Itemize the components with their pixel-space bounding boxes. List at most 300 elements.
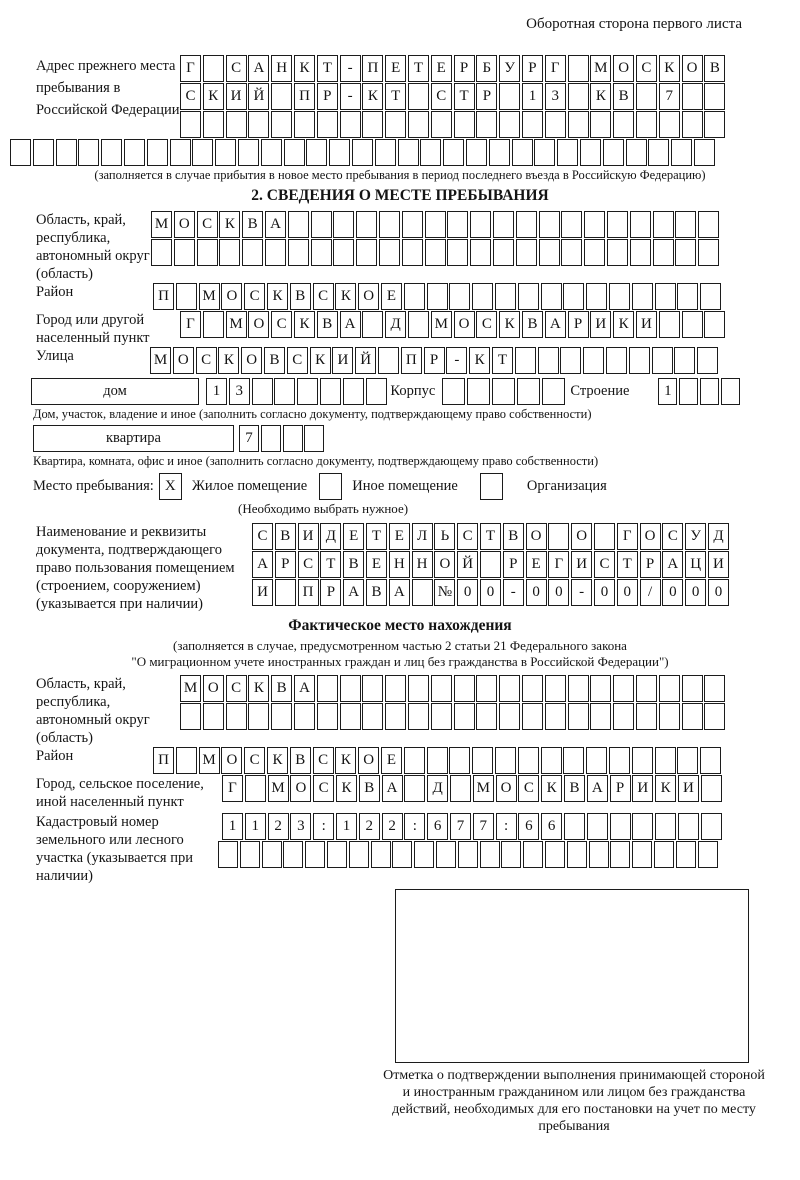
char-cell[interactable] bbox=[305, 841, 325, 868]
char-cell[interactable] bbox=[563, 283, 584, 310]
char-cell[interactable] bbox=[404, 775, 425, 802]
char-cell[interactable] bbox=[392, 841, 412, 868]
char-cell[interactable] bbox=[512, 139, 533, 166]
char-cell[interactable] bbox=[379, 239, 400, 266]
char-cell[interactable]: - bbox=[446, 347, 467, 374]
char-cell[interactable] bbox=[425, 239, 446, 266]
char-cell[interactable] bbox=[679, 378, 698, 405]
char-cell[interactable] bbox=[629, 347, 650, 374]
street-row[interactable] bbox=[150, 347, 720, 374]
char-cell[interactable] bbox=[675, 239, 696, 266]
char-cell[interactable] bbox=[402, 211, 423, 238]
char-cell[interactable] bbox=[545, 841, 565, 868]
char-cell[interactable]: Г bbox=[617, 523, 638, 550]
char-cell[interactable]: 0 bbox=[548, 579, 569, 606]
char-cell[interactable]: О bbox=[613, 55, 634, 82]
char-cell[interactable] bbox=[147, 139, 168, 166]
char-cell[interactable]: М bbox=[150, 347, 171, 374]
char-cell[interactable] bbox=[174, 239, 195, 266]
char-cell[interactable]: Р bbox=[424, 347, 445, 374]
char-cell[interactable]: А bbox=[587, 775, 608, 802]
char-cell[interactable] bbox=[362, 111, 383, 138]
char-cell[interactable] bbox=[516, 211, 537, 238]
char-cell[interactable] bbox=[472, 283, 493, 310]
char-cell[interactable] bbox=[420, 139, 441, 166]
char-cell[interactable]: В bbox=[317, 311, 338, 338]
char-cell[interactable] bbox=[288, 211, 309, 238]
char-cell[interactable]: О bbox=[173, 347, 194, 374]
char-cell[interactable]: В bbox=[366, 579, 387, 606]
char-cell[interactable] bbox=[587, 813, 608, 840]
char-cell[interactable]: К bbox=[655, 775, 676, 802]
char-cell[interactable] bbox=[311, 239, 332, 266]
char-cell[interactable] bbox=[557, 139, 578, 166]
char-cell[interactable]: Р bbox=[320, 579, 341, 606]
char-cell[interactable] bbox=[458, 841, 478, 868]
checkbox-residential[interactable]: X bbox=[159, 473, 182, 500]
checkbox-organization[interactable] bbox=[480, 473, 503, 500]
actual-region-row-1[interactable] bbox=[180, 675, 727, 702]
char-cell[interactable] bbox=[356, 211, 377, 238]
char-cell[interactable] bbox=[242, 239, 263, 266]
char-cell[interactable] bbox=[493, 239, 514, 266]
char-cell[interactable] bbox=[499, 111, 520, 138]
char-cell[interactable]: 2 bbox=[359, 813, 380, 840]
char-cell[interactable] bbox=[610, 813, 631, 840]
char-cell[interactable] bbox=[518, 283, 539, 310]
char-cell[interactable] bbox=[170, 139, 191, 166]
char-cell[interactable]: О bbox=[174, 211, 195, 238]
char-cell[interactable]: С bbox=[431, 83, 452, 110]
char-cell[interactable]: К bbox=[335, 283, 356, 310]
char-cell[interactable]: 0 bbox=[594, 579, 615, 606]
char-cell[interactable]: Е bbox=[381, 747, 402, 774]
char-cell[interactable] bbox=[516, 239, 537, 266]
char-cell[interactable] bbox=[10, 139, 31, 166]
char-cell[interactable]: Т bbox=[320, 551, 341, 578]
char-cell[interactable]: И bbox=[252, 579, 273, 606]
char-cell[interactable]: 1 bbox=[222, 813, 243, 840]
char-cell[interactable] bbox=[518, 747, 539, 774]
char-cell[interactable]: С bbox=[313, 775, 334, 802]
char-cell[interactable]: С bbox=[662, 523, 683, 550]
char-cell[interactable]: В bbox=[613, 83, 634, 110]
char-cell[interactable]: М bbox=[199, 747, 220, 774]
char-cell[interactable] bbox=[698, 239, 719, 266]
char-cell[interactable]: С bbox=[244, 283, 265, 310]
char-cell[interactable]: 1 bbox=[522, 83, 543, 110]
char-cell[interactable] bbox=[404, 747, 425, 774]
char-cell[interactable]: Б bbox=[476, 55, 497, 82]
char-cell[interactable]: С bbox=[244, 747, 265, 774]
char-cell[interactable] bbox=[489, 139, 510, 166]
char-cell[interactable] bbox=[271, 111, 292, 138]
char-cell[interactable] bbox=[317, 111, 338, 138]
char-cell[interactable] bbox=[454, 111, 475, 138]
char-cell[interactable] bbox=[671, 139, 692, 166]
char-cell[interactable] bbox=[362, 311, 383, 338]
char-cell[interactable] bbox=[545, 675, 566, 702]
char-cell[interactable]: А bbox=[340, 311, 361, 338]
char-cell[interactable] bbox=[436, 841, 456, 868]
char-cell[interactable]: С bbox=[313, 747, 334, 774]
char-cell[interactable]: П bbox=[153, 747, 174, 774]
house-number-cells[interactable] bbox=[206, 378, 388, 405]
char-cell[interactable]: Т bbox=[366, 523, 387, 550]
char-cell[interactable] bbox=[297, 378, 318, 405]
char-cell[interactable] bbox=[240, 841, 260, 868]
char-cell[interactable] bbox=[704, 111, 725, 138]
stroenie-cells[interactable] bbox=[658, 378, 741, 405]
char-cell[interactable] bbox=[203, 55, 224, 82]
char-cell[interactable]: О bbox=[241, 347, 262, 374]
char-cell[interactable] bbox=[568, 55, 589, 82]
char-cell[interactable] bbox=[317, 675, 338, 702]
actual-region-row-2[interactable] bbox=[180, 703, 727, 730]
char-cell[interactable] bbox=[192, 139, 213, 166]
char-cell[interactable] bbox=[561, 239, 582, 266]
actual-city-row[interactable] bbox=[222, 775, 724, 802]
char-cell[interactable]: Г bbox=[545, 55, 566, 82]
char-cell[interactable] bbox=[495, 747, 516, 774]
char-cell[interactable]: С bbox=[271, 311, 292, 338]
char-cell[interactable]: С bbox=[197, 211, 218, 238]
char-cell[interactable]: К bbox=[659, 55, 680, 82]
char-cell[interactable]: Р bbox=[568, 311, 589, 338]
cadastre-row-2[interactable] bbox=[218, 841, 724, 868]
char-cell[interactable]: С bbox=[252, 523, 273, 550]
char-cell[interactable] bbox=[215, 139, 236, 166]
char-cell[interactable] bbox=[678, 813, 699, 840]
char-cell[interactable] bbox=[101, 139, 122, 166]
char-cell[interactable]: Р bbox=[610, 775, 631, 802]
char-cell[interactable] bbox=[385, 111, 406, 138]
char-cell[interactable]: Р bbox=[503, 551, 524, 578]
char-cell[interactable] bbox=[700, 378, 719, 405]
char-cell[interactable] bbox=[261, 425, 281, 452]
char-cell[interactable] bbox=[704, 311, 725, 338]
char-cell[interactable] bbox=[674, 347, 695, 374]
char-cell[interactable] bbox=[698, 211, 719, 238]
char-cell[interactable]: А bbox=[343, 579, 364, 606]
char-cell[interactable] bbox=[655, 747, 676, 774]
char-cell[interactable]: И bbox=[708, 551, 729, 578]
char-cell[interactable] bbox=[476, 111, 497, 138]
char-cell[interactable] bbox=[261, 139, 282, 166]
char-cell[interactable]: Р bbox=[522, 55, 543, 82]
char-cell[interactable]: К bbox=[613, 311, 634, 338]
char-cell[interactable] bbox=[613, 111, 634, 138]
char-cell[interactable] bbox=[431, 675, 452, 702]
char-cell[interactable] bbox=[675, 211, 696, 238]
char-cell[interactable] bbox=[704, 83, 725, 110]
char-cell[interactable] bbox=[499, 675, 520, 702]
city-row[interactable] bbox=[180, 311, 727, 338]
char-cell[interactable]: К bbox=[590, 83, 611, 110]
char-cell[interactable] bbox=[472, 747, 493, 774]
char-cell[interactable]: - bbox=[340, 83, 361, 110]
char-cell[interactable] bbox=[539, 239, 560, 266]
char-cell[interactable] bbox=[306, 139, 327, 166]
char-cell[interactable] bbox=[333, 239, 354, 266]
char-cell[interactable]: Й bbox=[355, 347, 376, 374]
char-cell[interactable]: И bbox=[632, 775, 653, 802]
char-cell[interactable]: Е bbox=[526, 551, 547, 578]
char-cell[interactable] bbox=[203, 111, 224, 138]
char-cell[interactable] bbox=[560, 347, 581, 374]
char-cell[interactable] bbox=[447, 239, 468, 266]
char-cell[interactable] bbox=[568, 675, 589, 702]
char-cell[interactable]: С bbox=[287, 347, 308, 374]
char-cell[interactable]: И bbox=[298, 523, 319, 550]
char-cell[interactable]: К bbox=[267, 283, 288, 310]
char-cell[interactable]: Д bbox=[708, 523, 729, 550]
char-cell[interactable]: М bbox=[180, 675, 201, 702]
char-cell[interactable]: 7 bbox=[239, 425, 259, 452]
char-cell[interactable] bbox=[676, 841, 696, 868]
char-cell[interactable] bbox=[542, 378, 565, 405]
char-cell[interactable]: М bbox=[199, 283, 220, 310]
char-cell[interactable] bbox=[632, 283, 653, 310]
char-cell[interactable]: С bbox=[196, 347, 217, 374]
char-cell[interactable] bbox=[610, 841, 630, 868]
apartment-cells[interactable] bbox=[239, 425, 326, 452]
char-cell[interactable]: К bbox=[335, 747, 356, 774]
char-cell[interactable]: 1 bbox=[245, 813, 266, 840]
char-cell[interactable] bbox=[304, 425, 324, 452]
prev-address-row-1[interactable] bbox=[180, 55, 727, 82]
char-cell[interactable] bbox=[176, 283, 197, 310]
char-cell[interactable]: К bbox=[294, 55, 315, 82]
char-cell[interactable] bbox=[701, 775, 722, 802]
char-cell[interactable] bbox=[226, 111, 247, 138]
char-cell[interactable] bbox=[499, 83, 520, 110]
char-cell[interactable] bbox=[613, 675, 634, 702]
char-cell[interactable] bbox=[379, 211, 400, 238]
char-cell[interactable] bbox=[480, 551, 501, 578]
char-cell[interactable] bbox=[288, 239, 309, 266]
char-cell[interactable]: А bbox=[389, 579, 410, 606]
char-cell[interactable]: К bbox=[218, 347, 239, 374]
char-cell[interactable]: 0 bbox=[662, 579, 683, 606]
char-cell[interactable] bbox=[340, 703, 361, 730]
char-cell[interactable]: С bbox=[594, 551, 615, 578]
char-cell[interactable] bbox=[333, 211, 354, 238]
char-cell[interactable] bbox=[501, 841, 521, 868]
char-cell[interactable] bbox=[404, 283, 425, 310]
char-cell[interactable]: Е bbox=[385, 55, 406, 82]
char-cell[interactable]: Н bbox=[271, 55, 292, 82]
char-cell[interactable]: К bbox=[310, 347, 331, 374]
document-row-3[interactable] bbox=[252, 579, 731, 606]
char-cell[interactable]: В bbox=[264, 347, 285, 374]
char-cell[interactable]: М bbox=[473, 775, 494, 802]
char-cell[interactable] bbox=[541, 747, 562, 774]
char-cell[interactable] bbox=[398, 139, 419, 166]
char-cell[interactable]: Н bbox=[389, 551, 410, 578]
char-cell[interactable]: Е bbox=[381, 283, 402, 310]
char-cell[interactable]: Й bbox=[248, 83, 269, 110]
char-cell[interactable] bbox=[541, 283, 562, 310]
char-cell[interactable] bbox=[677, 747, 698, 774]
char-cell[interactable] bbox=[648, 139, 669, 166]
char-cell[interactable] bbox=[603, 139, 624, 166]
char-cell[interactable]: : bbox=[404, 813, 425, 840]
char-cell[interactable]: 6 bbox=[541, 813, 562, 840]
char-cell[interactable] bbox=[408, 675, 429, 702]
char-cell[interactable] bbox=[427, 283, 448, 310]
char-cell[interactable]: - bbox=[340, 55, 361, 82]
char-cell[interactable] bbox=[408, 703, 429, 730]
char-cell[interactable]: Г bbox=[548, 551, 569, 578]
char-cell[interactable] bbox=[694, 139, 715, 166]
char-cell[interactable]: О bbox=[221, 747, 242, 774]
char-cell[interactable]: Т bbox=[480, 523, 501, 550]
char-cell[interactable] bbox=[545, 111, 566, 138]
char-cell[interactable]: К bbox=[294, 311, 315, 338]
char-cell[interactable]: В bbox=[503, 523, 524, 550]
char-cell[interactable]: М bbox=[431, 311, 452, 338]
char-cell[interactable]: 2 bbox=[382, 813, 403, 840]
char-cell[interactable]: : bbox=[313, 813, 334, 840]
char-cell[interactable] bbox=[652, 347, 673, 374]
cadastre-row-1[interactable] bbox=[222, 813, 724, 840]
char-cell[interactable]: : bbox=[496, 813, 517, 840]
char-cell[interactable]: С bbox=[476, 311, 497, 338]
char-cell[interactable] bbox=[408, 83, 429, 110]
char-cell[interactable]: В bbox=[343, 551, 364, 578]
char-cell[interactable] bbox=[284, 139, 305, 166]
char-cell[interactable] bbox=[238, 139, 259, 166]
char-cell[interactable]: Д bbox=[427, 775, 448, 802]
char-cell[interactable] bbox=[609, 747, 630, 774]
char-cell[interactable] bbox=[311, 211, 332, 238]
char-cell[interactable]: Т bbox=[408, 55, 429, 82]
char-cell[interactable] bbox=[78, 139, 99, 166]
char-cell[interactable] bbox=[265, 239, 286, 266]
char-cell[interactable]: Е bbox=[389, 523, 410, 550]
char-cell[interactable] bbox=[697, 347, 718, 374]
char-cell[interactable] bbox=[275, 579, 296, 606]
char-cell[interactable] bbox=[655, 813, 676, 840]
char-cell[interactable]: - bbox=[571, 579, 592, 606]
char-cell[interactable]: Е bbox=[431, 55, 452, 82]
char-cell[interactable] bbox=[340, 111, 361, 138]
char-cell[interactable]: П bbox=[153, 283, 174, 310]
char-cell[interactable] bbox=[700, 283, 721, 310]
char-cell[interactable] bbox=[262, 841, 282, 868]
char-cell[interactable] bbox=[659, 703, 680, 730]
char-cell[interactable] bbox=[476, 703, 497, 730]
char-cell[interactable]: В bbox=[564, 775, 585, 802]
char-cell[interactable] bbox=[449, 283, 470, 310]
char-cell[interactable]: С bbox=[313, 283, 334, 310]
char-cell[interactable]: С bbox=[226, 675, 247, 702]
char-cell[interactable] bbox=[470, 211, 491, 238]
char-cell[interactable] bbox=[515, 347, 536, 374]
char-cell[interactable]: И bbox=[590, 311, 611, 338]
char-cell[interactable]: 6 bbox=[427, 813, 448, 840]
char-cell[interactable]: 0 bbox=[685, 579, 706, 606]
char-cell[interactable]: 2 bbox=[268, 813, 289, 840]
char-cell[interactable] bbox=[636, 675, 657, 702]
char-cell[interactable]: Т bbox=[492, 347, 513, 374]
char-cell[interactable]: К bbox=[267, 747, 288, 774]
char-cell[interactable]: А bbox=[252, 551, 273, 578]
char-cell[interactable] bbox=[548, 523, 569, 550]
char-cell[interactable]: Л bbox=[412, 523, 433, 550]
char-cell[interactable] bbox=[197, 239, 218, 266]
char-cell[interactable] bbox=[626, 139, 647, 166]
char-cell[interactable] bbox=[466, 139, 487, 166]
char-cell[interactable] bbox=[589, 841, 609, 868]
char-cell[interactable]: В bbox=[242, 211, 263, 238]
char-cell[interactable]: 0 bbox=[480, 579, 501, 606]
char-cell[interactable] bbox=[449, 747, 470, 774]
char-cell[interactable]: 3 bbox=[545, 83, 566, 110]
char-cell[interactable] bbox=[630, 239, 651, 266]
char-cell[interactable] bbox=[412, 579, 433, 606]
char-cell[interactable] bbox=[682, 111, 703, 138]
char-cell[interactable] bbox=[492, 378, 515, 405]
char-cell[interactable]: О bbox=[358, 747, 379, 774]
char-cell[interactable]: К bbox=[203, 83, 224, 110]
char-cell[interactable]: Р bbox=[317, 83, 338, 110]
char-cell[interactable]: Р bbox=[454, 55, 475, 82]
char-cell[interactable]: О bbox=[221, 283, 242, 310]
korpus-cells[interactable] bbox=[442, 378, 566, 405]
char-cell[interactable]: С bbox=[180, 83, 201, 110]
char-cell[interactable]: 3 bbox=[229, 378, 250, 405]
char-cell[interactable] bbox=[219, 239, 240, 266]
char-cell[interactable] bbox=[523, 841, 543, 868]
char-cell[interactable]: П bbox=[401, 347, 422, 374]
char-cell[interactable] bbox=[632, 747, 653, 774]
char-cell[interactable] bbox=[539, 211, 560, 238]
char-cell[interactable] bbox=[701, 813, 722, 840]
char-cell[interactable]: Т bbox=[317, 55, 338, 82]
char-cell[interactable] bbox=[594, 523, 615, 550]
document-row-2[interactable] bbox=[252, 551, 731, 578]
prev-address-row-2[interactable] bbox=[180, 83, 727, 110]
char-cell[interactable] bbox=[203, 311, 224, 338]
char-cell[interactable]: Р bbox=[640, 551, 661, 578]
char-cell[interactable]: Д bbox=[385, 311, 406, 338]
char-cell[interactable] bbox=[721, 378, 740, 405]
char-cell[interactable] bbox=[343, 378, 364, 405]
char-cell[interactable]: А bbox=[265, 211, 286, 238]
char-cell[interactable]: О bbox=[290, 775, 311, 802]
char-cell[interactable] bbox=[294, 111, 315, 138]
char-cell[interactable]: 6 bbox=[518, 813, 539, 840]
char-cell[interactable] bbox=[632, 841, 652, 868]
char-cell[interactable] bbox=[425, 211, 446, 238]
char-cell[interactable]: 7 bbox=[473, 813, 494, 840]
char-cell[interactable]: 0 bbox=[457, 579, 478, 606]
char-cell[interactable]: О bbox=[571, 523, 592, 550]
char-cell[interactable]: - bbox=[503, 579, 524, 606]
char-cell[interactable] bbox=[659, 311, 680, 338]
char-cell[interactable] bbox=[371, 841, 391, 868]
char-cell[interactable] bbox=[561, 211, 582, 238]
char-cell[interactable] bbox=[245, 775, 266, 802]
char-cell[interactable] bbox=[329, 139, 350, 166]
char-cell[interactable] bbox=[408, 111, 429, 138]
char-cell[interactable] bbox=[704, 675, 725, 702]
char-cell[interactable] bbox=[568, 111, 589, 138]
char-cell[interactable]: В bbox=[704, 55, 725, 82]
char-cell[interactable]: 1 bbox=[336, 813, 357, 840]
